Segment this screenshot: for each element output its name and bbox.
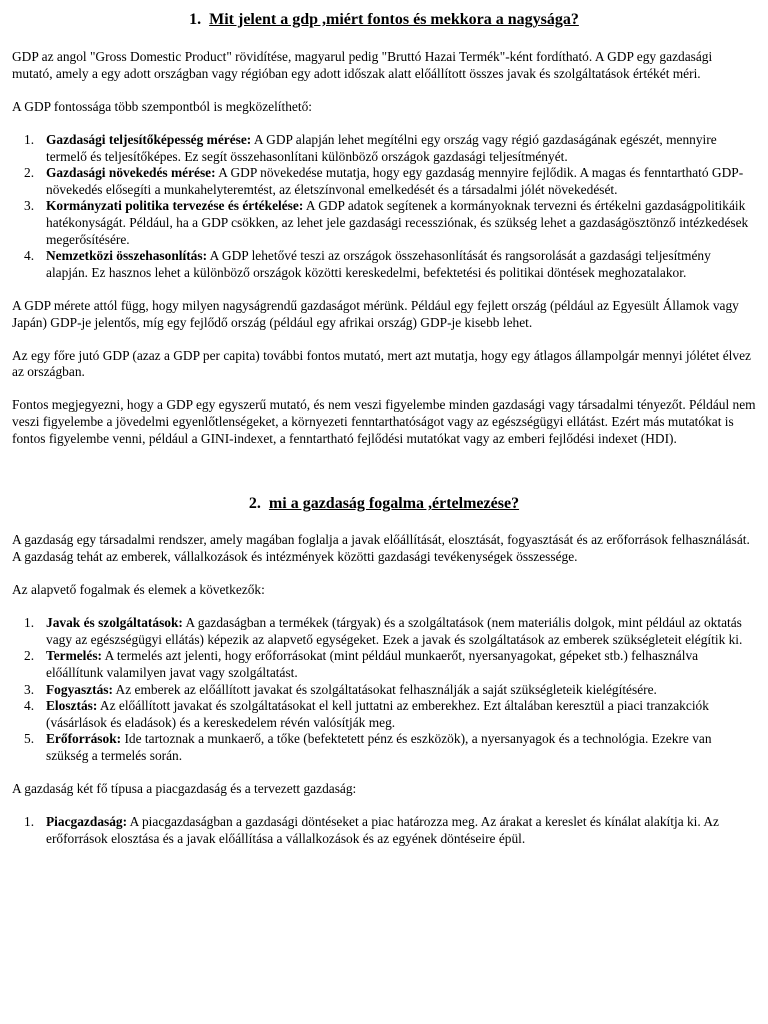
list-number: 2. [24, 648, 35, 664]
list-item [12, 698, 756, 731]
list-text: Az emberek az előállított javakat és szolgáltatásokat felhasználják a saját szükségleteik kielégítésére. [112, 681, 657, 697]
list-term: Kormányzati politika tervezése és értékelése: [46, 198, 304, 214]
list-item [12, 682, 756, 699]
list-item [12, 165, 756, 198]
list-item [12, 814, 756, 847]
list-number: 1. [24, 131, 35, 147]
section1-lead: A GDP fontossága több szempontból is megközelíthető: [12, 98, 313, 114]
section1-title: Mit jelent a gdp ,miért fontos és mekkora a nagysága? [209, 11, 579, 28]
section2-intro: A gazdaság egy társadalmi rendszer, amely magában foglalja a javak előállítását, elosztását, fogyasztását és az erőforrások felhasználását. A gazdaság tehát az emberek, vállalkozások és intézmények közötti gazdasági tevékenységek összessége. [12, 532, 750, 564]
list-number: 3. [24, 198, 35, 214]
list-number: 1. [24, 814, 35, 830]
list-term: Fogyasztás: [46, 681, 113, 697]
list-item [12, 615, 756, 648]
section1-note-paragraph: Fontos megjegyezni, hogy a GDP egy egyszerű mutató, és nem veszi figyelembe minden gazdasági vagy társadalmi tényezőt. Például nem veszi figyelembe a jövedelmi egyenlőtlenségeket, a környezeti fenntarthatóságot vagy az egészségügyi ellátást. Ezért más mutatókat is fontos figyelembe venni, például a GINI-indexet, a fenntartható fejlődési mutatókat vagy az emberi fejlődési indexet (HDI). [12, 397, 756, 446]
list-text: Ide tartoznak a munkaerő, a tőke (befektetett pénz és eszközök), a nyersanyagok és a technológia. Ezekre van szükség a termelés során. [46, 731, 712, 763]
section1-intro: GDP az angol "Gross Domestic Product" rövidítése, magyarul pedig "Bruttó Hazai Termék"-ként fordítható. A GDP egy gazdasági mutató, amely a egy adott országban vagy régióban egy adott időszak alatt előállított összes javak és szolgáltatások értékét méri. [12, 49, 713, 81]
section2-heading [12, 494, 756, 514]
list-number: 5. [24, 731, 35, 747]
list-number: 1. [24, 615, 35, 631]
list-term: Piacgazdaság: [46, 814, 128, 830]
list-item [12, 198, 756, 248]
list-item [12, 248, 756, 281]
section2-number: 2. [248, 495, 261, 513]
list-text: A piacgazdaságban a gazdasági döntéseket a piac határozza meg. Az árakat a kereslet és kínálat alakítja ki. Az erőforrások elosztása és a javak előállítása a vállalkozások és az egyének döntéseire épül. [46, 814, 719, 846]
list-text: A gazdaságban a termékek (tárgyak) és a szolgáltatások (nem materiális dolgok, mint például az oktatás vagy az egészségügyi ellátás) képezik az alapvető egységeket. Ezek a javak és szolgáltatások az emberek szükségleteit elégítik ki. [46, 615, 743, 647]
section1-number: 1. [189, 11, 202, 28]
section2-lead: Az alapvető fogalmak és elemek a következők: [12, 582, 265, 598]
list-text: Az előállított javakat és szolgáltatásokat el kell juttatni az emberekhez. Ezt általában keresztül a piaci tranzakciók (vásárlások és eladások) és a kereskedelem révén valósítják meg. [46, 698, 709, 730]
list-text: A GDP adatok segítenek a kormányoknak tervezni és értékelni gazdaságpolitikáik hatékonyságát. Például, ha a GDP csökken, az lehet jele gazdasági recessziónak, és szükség lehet a gazdaságösztönző intézkedések megerősítésére. [46, 198, 749, 247]
list-term: Gazdasági növekedés mérése: [46, 165, 216, 181]
list-term: Termelés: [46, 648, 103, 664]
section1-list [12, 132, 756, 281]
list-text: A termelés azt jelenti, hogy erőforrásokat (mint például munkaerőt, nyersanyagokat, gépeket stb.) felhasználva előállítunk valamilyen javat vagy szolgáltatást. [46, 648, 699, 680]
list-text: A GDP alapján lehet megítélni egy ország vagy régió gazdaságának egészét, mennyire termelő és teljesítőképes. Ez segít összehasonlítani különböző országok gazdasági teljesítményét. [46, 131, 717, 164]
list-term: Javak és szolgáltatások: [46, 615, 183, 631]
list-text: A GDP növekedése mutatja, hogy egy gazdaság mennyire fejlődik. A magas és fenntartható GDP-növekedés elősegíti a munkahelyteremtést, az életszínvonal emelkedését és a társadalmi jólét növekedését. [46, 165, 744, 197]
list-number: 4. [24, 248, 35, 264]
list-item [12, 132, 756, 165]
list-term: Nemzetközi összehasonlítás: [46, 248, 208, 264]
section1-capita-paragraph: Az egy főre jutó GDP (azaz a GDP per capita) további fontos mutató, mert azt mutatja, hogy egy átlagos állampolgár mennyi jólétet élvez az országban. [12, 347, 751, 380]
list-number: 3. [24, 681, 35, 697]
section2-types-list [12, 814, 756, 847]
list-term: Elosztás: [46, 698, 98, 714]
list-text: A GDP lehetővé teszi az országok összehasonlítását és rangsorolását a gazdasági teljesítmény alapján. Ez hasznos lehet a különböző országok közötti kereskedelmi, befektetési és politikai döntések meghozatalakor. [46, 248, 711, 280]
list-term: Gazdasági teljesítőképesség mérése: [46, 131, 252, 147]
list-term: Erőforrások: [46, 731, 122, 747]
list-number: 2. [24, 165, 35, 181]
list-item [12, 731, 756, 764]
document-body [12, 0, 756, 848]
section2-list [12, 615, 756, 764]
section2-types-lead: A gazdaság két fő típusa a piacgazdaság és a tervezett gazdaság: [12, 781, 357, 797]
section1-size-paragraph: A GDP mérete attól függ, hogy milyen nagyságrendű gazdaságot mérünk. Például egy fejlett ország (például az Egyesült Államok vagy Japán) GDP-je jelentős, míg egy fejlődő ország (például egy afrikai ország) GDP-je kisebb lehet. [12, 297, 739, 330]
list-item [12, 648, 756, 681]
section2-title: mi a gazdaság fogalma ,értelmezése? [268, 495, 520, 513]
section1-heading [12, 0, 756, 30]
list-number: 4. [24, 698, 35, 714]
